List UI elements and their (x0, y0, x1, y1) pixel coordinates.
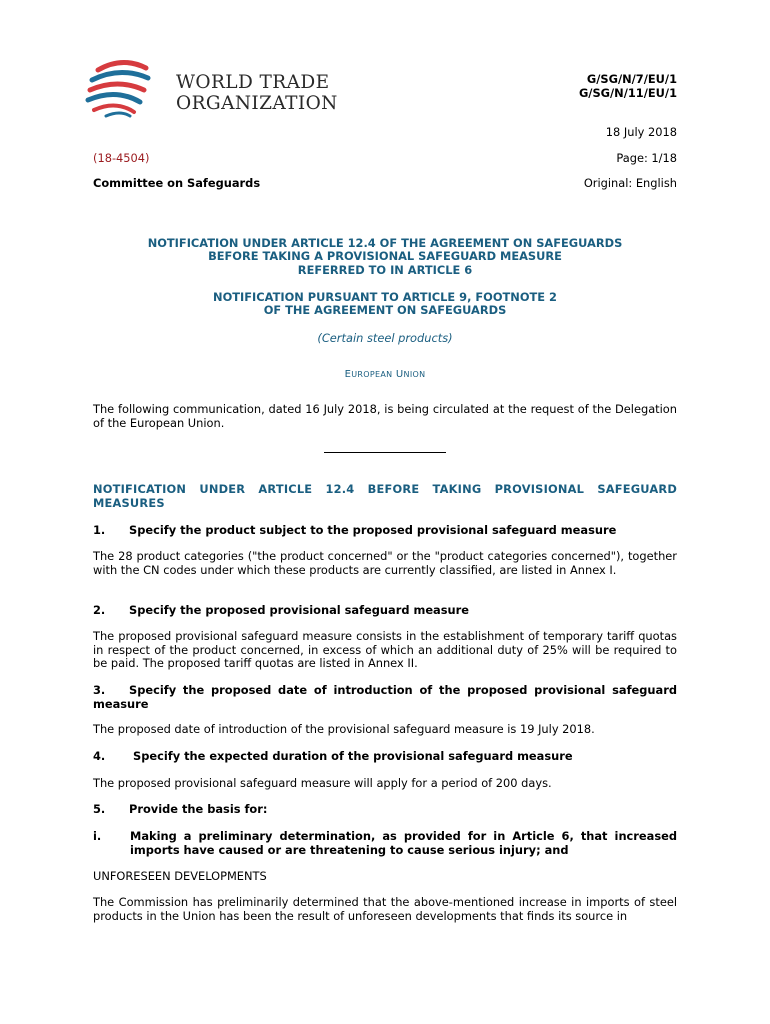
section-heading: NOTIFICATION UNDER ARTICLE 12.4 BEFORE TAKING PROVISIONAL SAFEGUARD MEASURES (93, 482, 677, 510)
item-3-number: 3. (93, 683, 106, 697)
item-4-heading (93, 750, 677, 764)
item-2-heading-text: Specify the proposed provisional safeguard measure (129, 603, 469, 617)
document-date: 18 July 2018 (605, 125, 677, 139)
item-1-text: The 28 product categories ("the product concerned" or the "product categories concerned"), together with the CN codes under which these products are currently classified, are listed in Annex I. (93, 549, 677, 577)
wto-logo (84, 58, 338, 118)
subitem-i (93, 830, 677, 857)
wto-wordmark-line2: ORGANIZATION (176, 93, 338, 114)
wto-wordmark-line1: WORLD TRADE (176, 72, 330, 93)
item-4-number: 4. (93, 749, 106, 763)
title-line-2: BEFORE TAKING A PROVISIONAL SAFEGUARD MEASURE (208, 249, 562, 264)
unforeseen-paragraph: The Commission has preliminarily determined that the above-mentioned increase in imports of steel products in the Union has been the result of unforeseen developments that finds its source in (93, 895, 677, 923)
member-name-uropean: UROPEAN (351, 370, 393, 379)
title-line-1: NOTIFICATION UNDER ARTICLE 12.4 OF THE AGREEMENT ON SAFEGUARDS (147, 236, 623, 250)
item-4-heading-text: Specify the expected duration of the provisional safeguard measure (133, 749, 573, 763)
item-3-heading (93, 684, 677, 711)
item-2-text: The proposed provisional safeguard measure consists in the establishment of temporary tariff quotas in respect of the product concerned, in excess of which an additional duty of 25% will be required to be paid. The proposed tariff quotas are listed in Annex II. (93, 629, 677, 671)
title-line-5: OF THE AGREEMENT ON SAFEGUARDS (263, 303, 507, 318)
item-3-heading-text: Specify the proposed date of introduction of the proposed provisional safeguard measure (93, 683, 677, 711)
item-1-heading-text: Specify the product subject to the proposed provisional safeguard measure (129, 523, 617, 537)
member-name-u: U (395, 369, 404, 380)
original-language: Original: English (583, 176, 677, 190)
job-number: (18-4504) (93, 151, 150, 165)
item-3-text: The proposed date of introduction of the provisional safeguard measure is 19 July 2018. (93, 722, 595, 736)
page-number: Page: 1/18 (616, 151, 677, 165)
intro-paragraph: The following communication, dated 16 July 2018, is being circulated at the request of the Delegation of the European Union. (93, 402, 677, 430)
member-name (93, 368, 677, 382)
subitem-i-number: i. (93, 829, 102, 843)
separator-line (324, 452, 446, 453)
member-name-nion: NION (403, 370, 426, 379)
subitem-i-heading: Making a preliminary determination, as provided for in Article 6, that increased imports have caused or are threatening to cause serious injury; and (130, 829, 677, 857)
title-line-4: NOTIFICATION PURSUANT TO ARTICLE 9, FOOTNOTE 2 (213, 290, 557, 304)
wto-wordmark (176, 72, 338, 114)
item-2-heading (93, 604, 677, 618)
title-line-3: REFERRED TO IN ARTICLE 6 (297, 262, 473, 277)
member-name-e: E (344, 369, 352, 380)
item-5-heading-text: Provide the basis for: (129, 802, 268, 816)
item-4-text: The proposed provisional safeguard measure will apply for a period of 200 days. (93, 776, 552, 790)
document-symbol-2: G/SG/N/11/EU/1 (578, 85, 677, 100)
notification-title-2 (93, 291, 677, 318)
unforeseen-heading: UNFORESEEN DEVELOPMENTS (93, 869, 267, 883)
item-2-number: 2. (93, 603, 106, 617)
item-5-number: 5. (93, 802, 106, 816)
document-symbol-1: G/SG/N/7/EU/1 (586, 72, 677, 86)
document-symbols (579, 73, 677, 100)
item-5-heading (93, 803, 677, 817)
wto-logo-icon (84, 58, 164, 118)
document-subtitle: (Certain steel products) (317, 331, 453, 345)
item-1-number: 1. (93, 523, 106, 537)
item-1-heading (93, 524, 677, 538)
committee-name: Committee on Safeguards (93, 176, 261, 190)
notification-title (93, 237, 677, 277)
